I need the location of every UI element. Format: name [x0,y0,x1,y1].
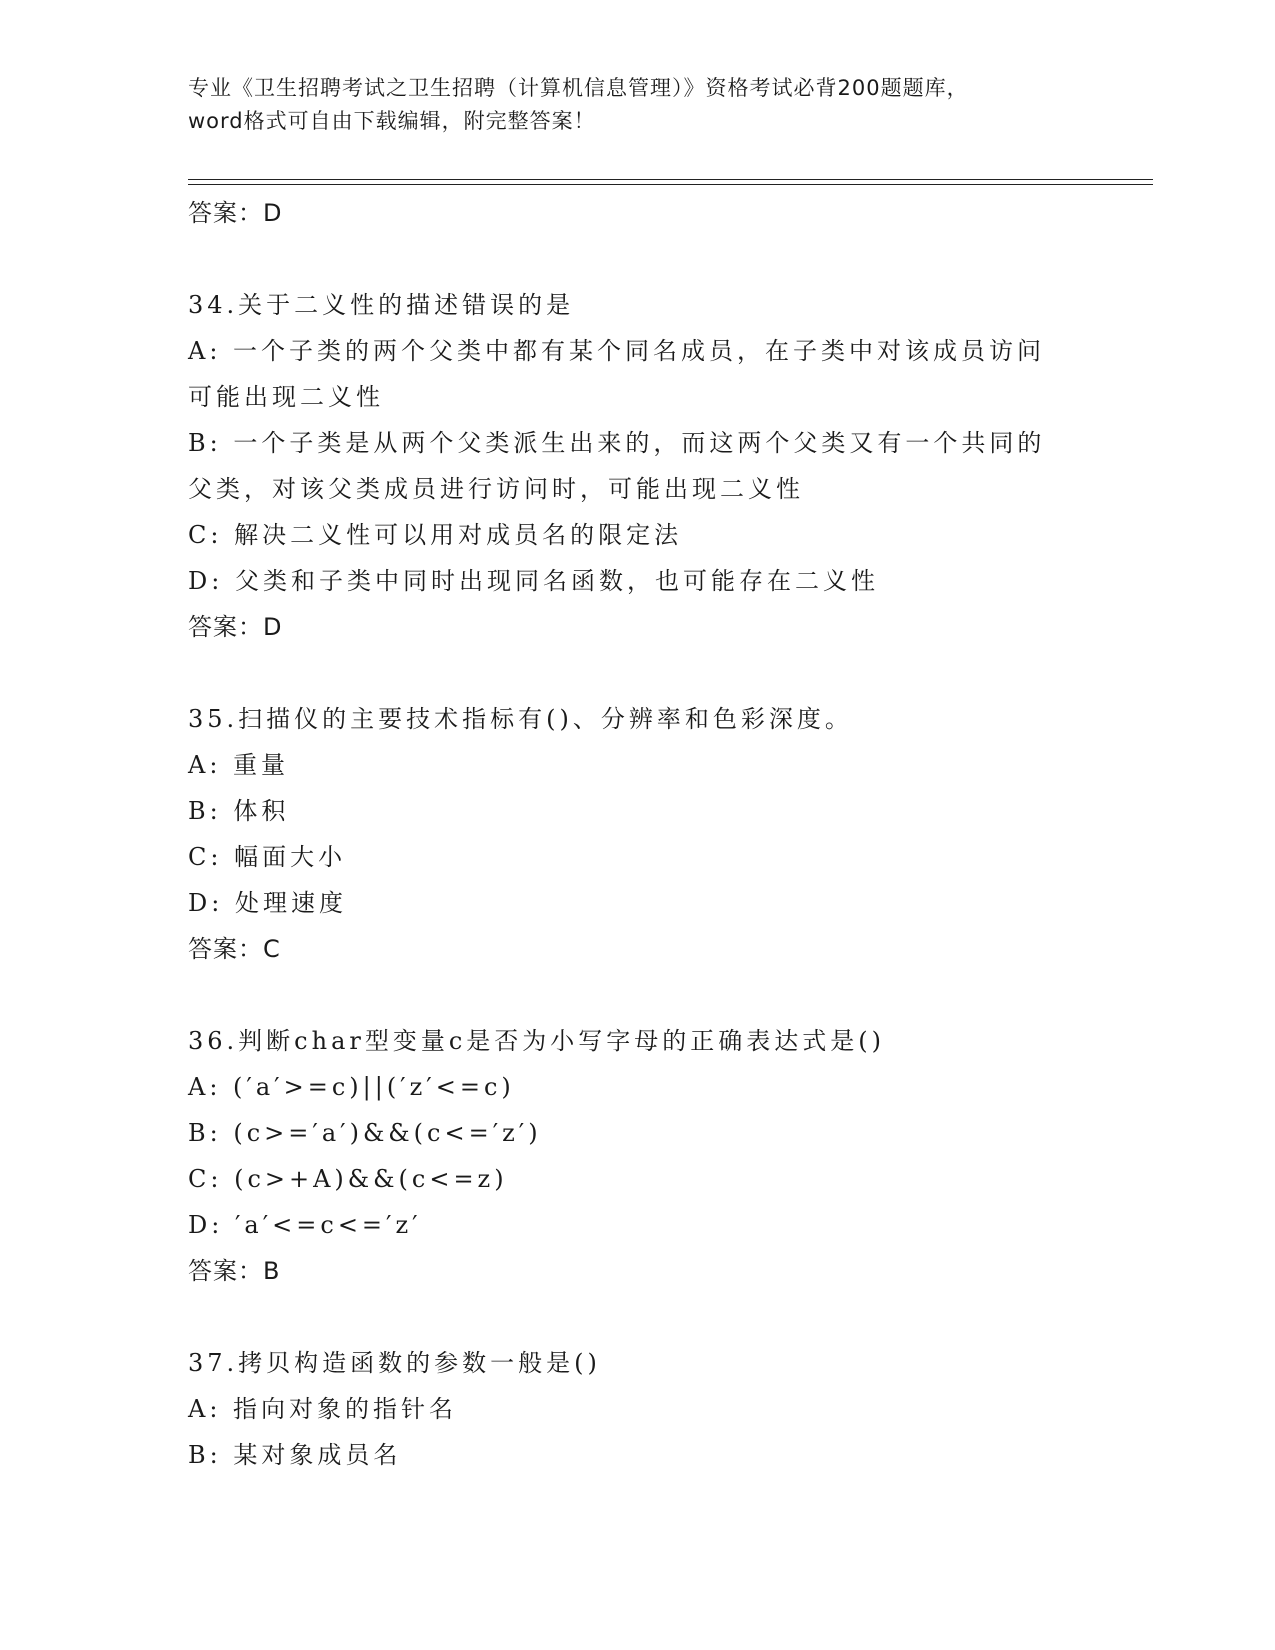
header-line-2: word格式可自由下载编辑，附完整答案！ [188,109,596,133]
option-line: A: 指向对象的指针名 [188,1395,458,1423]
question-block [188,1340,1088,1478]
question-list [188,190,1088,1478]
spacer [188,236,1088,282]
question-text: 35.扫描仪的主要技术指标有()、分辨率和色彩深度。 [188,705,853,733]
option-line: C: (c>+A)&&(c<=z) [188,1165,508,1193]
option-line: D: 处理速度 [188,889,347,917]
option-line: B: (c>=′a′)&&(c<=′z′) [188,1119,542,1147]
question-block [188,696,1088,972]
question-text: 34.关于二义性的描述错误的是 [188,291,575,319]
option-line: D: ′a′<=c<=′z′ [188,1211,422,1239]
spacer [188,972,1088,1018]
document-header [188,72,1108,138]
question-block [188,282,1088,650]
option-line: B: 体积 [188,797,290,825]
option-line: A: (′a′>=c)||(′z′<=c) [188,1073,515,1101]
option-line: C: 解决二义性可以用对成员名的限定法 [188,521,683,549]
option-line: 父类，对该父类成员进行访问时，可能出现二义性 [188,475,804,503]
header-divider-top [188,179,1153,180]
question-text: 37.拷贝构造函数的参数一般是() [188,1349,601,1377]
option-line: B: 一个子类是从两个父类派生出来的，而这两个父类又有一个共同的 [188,429,1046,457]
answer-line: 答案：D [188,199,283,227]
option-line: 可能出现二义性 [188,383,384,411]
option-line: C: 幅面大小 [188,843,347,871]
option-line: A: 重量 [188,751,290,779]
spacer [188,1294,1088,1340]
answer-line: 答案：B [188,1257,281,1285]
header-divider-bottom [188,184,1153,185]
question-text: 36.判断char型变量c是否为小写字母的正确表达式是() [188,1027,886,1055]
answer-line: 答案：C [188,935,281,963]
header-line-1: 专业《卫生招聘考试之卫生招聘（计算机信息管理）》资格考试必背200题题库， [188,76,969,100]
option-line: B: 某对象成员名 [188,1441,402,1469]
question-block [188,1018,1088,1294]
answer-line: 答案：D [188,613,283,641]
option-line: D: 父类和子类中同时出现同名函数，也可能存在二义性 [188,567,879,595]
option-line: A: 一个子类的两个父类中都有某个同名成员，在子类中对该成员访问 [188,337,1046,365]
spacer [188,650,1088,696]
